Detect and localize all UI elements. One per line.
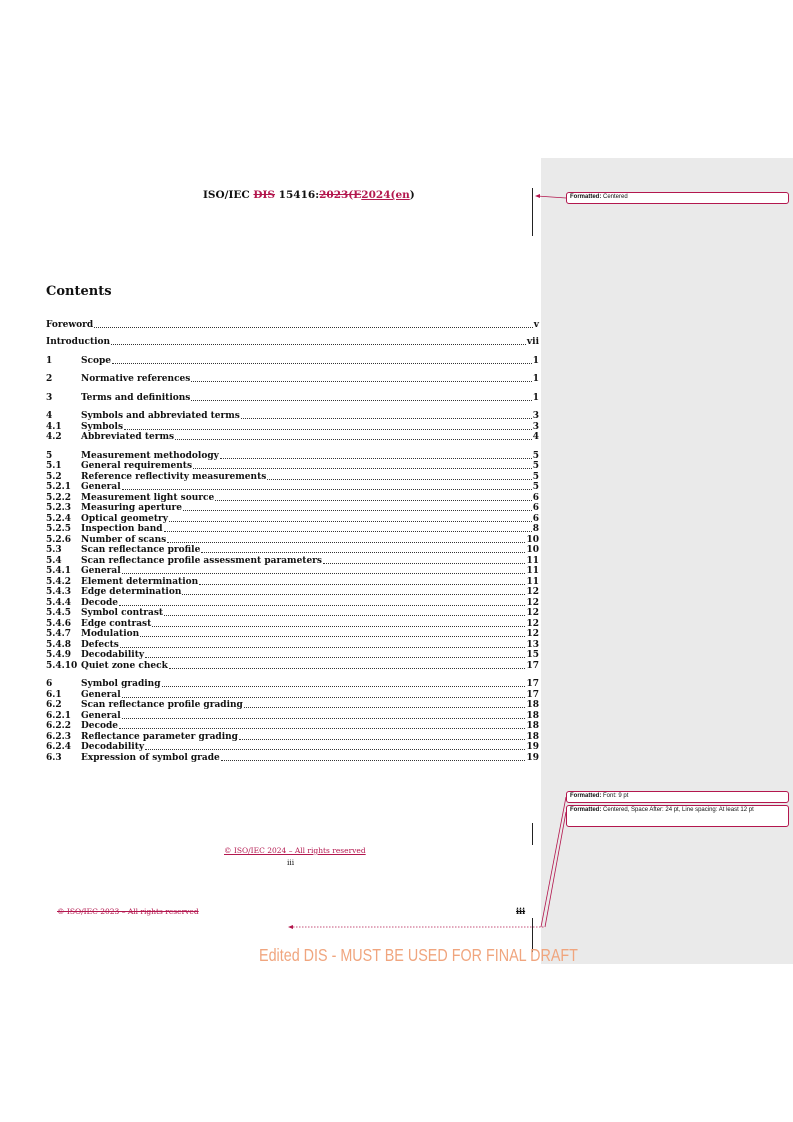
toc-entry-number: 5.4.1: [46, 566, 72, 576]
toc-entry-page: 11: [526, 576, 539, 587]
toc-entry-page: 18: [526, 700, 539, 710]
toc-entry-page: 1: [532, 374, 539, 384]
toc-entry-page: 18: [526, 710, 539, 721]
toc-entry-number: 5.2.2: [46, 492, 72, 503]
toc-entry-number: 5.2.6: [46, 534, 72, 545]
toc-entry-page: 3: [532, 421, 539, 432]
toc-entry-number: 4: [46, 411, 53, 421]
toc-entry-title: Symbol contrast: [81, 608, 164, 618]
comment-text: Centered, Space After: 24 pt, Line spacing: At least 12 pt: [601, 807, 754, 813]
toc-entry-number: 5.4: [46, 555, 62, 566]
toc-entry-page: vii: [526, 337, 539, 347]
toc-entry-title: Decodability: [81, 742, 145, 752]
toc-entry-title: Normative references: [81, 374, 191, 384]
toc-entry-number: 5.4.7: [46, 629, 72, 639]
toc-entry-title: General: [81, 689, 121, 700]
footer-copyright-deleted: © ISO/IEC 2023 – All rights reserved: [57, 907, 199, 916]
toc-entry-number: 1: [46, 355, 53, 366]
toc-entry-page: 12: [526, 629, 539, 639]
toc-entry-page: 19: [526, 752, 539, 763]
toc-entry-page: 17: [526, 660, 539, 671]
toc-entry-number: Foreword: [46, 320, 94, 330]
footer-page-number: iii: [287, 858, 295, 867]
toc-entry-page: 5: [532, 450, 539, 461]
toc-entry-number: 5.2.1: [46, 482, 72, 492]
toc-entry-number: Introduction: [46, 337, 111, 347]
toc-entry-number: 5.3: [46, 545, 62, 555]
header-prefix: ISO/IEC: [203, 189, 254, 201]
toc-entry-title: Abbreviated terms: [81, 432, 175, 442]
toc-entry-title: Inspection band: [81, 524, 163, 534]
toc-entry-page: 12: [526, 618, 539, 629]
toc-entry-title: Edge contrast: [81, 618, 152, 629]
toc-entry-number: 5.4.8: [46, 639, 72, 650]
toc-entry-page: 4: [532, 432, 539, 442]
connector-line: [537, 196, 566, 198]
toc-entry-page: 3: [532, 411, 539, 421]
toc-entry-number: 6.2.3: [46, 731, 72, 742]
toc-entry-page: 12: [526, 587, 539, 597]
connector-arrow: [535, 194, 540, 198]
toc-entry-title: Symbols and abbreviated terms: [81, 411, 240, 421]
comment-text: Centered: [601, 194, 628, 200]
toc-entry-number: 6.2: [46, 700, 62, 710]
toc-entry-title: General requirements: [81, 461, 193, 471]
toc-entry-page: 11: [526, 555, 539, 566]
toc-entry-number: 5.4.6: [46, 618, 72, 629]
connector-arrow: [288, 925, 293, 929]
toc-entry-page: 6: [532, 513, 539, 524]
toc-entry-page: 5: [532, 482, 539, 492]
toc-entry-number: 4.2: [46, 432, 62, 442]
toc-entry-title: Modulation: [81, 629, 140, 639]
toc-entry-number: 5.2.3: [46, 503, 72, 513]
toc-entry-number: 5.2.5: [46, 524, 72, 534]
toc-entry-title: Decode: [81, 721, 119, 731]
toc-entry-title: Optical geometry: [81, 513, 168, 524]
toc-entry-page: 17: [526, 679, 539, 689]
toc-entry-number: 5.4.4: [46, 597, 72, 608]
toc-entry-number: 4.1: [46, 421, 62, 432]
header-close: ): [409, 189, 415, 201]
connector-line: [541, 797, 566, 927]
toc-entry-page: 11: [526, 566, 539, 576]
toc-entry-page: 12: [526, 608, 539, 618]
toc-entry-page: 10: [526, 545, 539, 555]
toc-entry-title: Edge determination: [81, 587, 182, 597]
toc-entry-number: 6.2.2: [46, 721, 72, 731]
toc-entry-title: General: [81, 710, 121, 721]
connector-line: [545, 812, 566, 927]
toc-entry-page: 6: [532, 492, 539, 503]
toc-entry-page: 15: [526, 650, 539, 660]
footer-copyright-inserted: © ISO/IEC 2024 – All rights reserved: [224, 846, 366, 855]
toc-entry-number: 5.4.2: [46, 576, 72, 587]
toc-entry-number: 3: [46, 392, 53, 403]
toc-entry-title: Measurement light source: [81, 492, 215, 503]
comment-text: Font: 9 pt: [601, 793, 629, 799]
toc-entry-title: Scan reflectance profile: [81, 545, 201, 555]
footer-page-number-deleted: iii: [516, 906, 526, 916]
toc-entry-title: Reflectance parameter grading: [81, 731, 238, 742]
toc-entry-number: 5.2: [46, 471, 62, 482]
toc-entry-number: 6: [46, 679, 53, 689]
toc-entry-number: 6.1: [46, 689, 62, 700]
toc-entry-title: Element determination: [81, 576, 199, 587]
toc-entry-number: 5.2.4: [46, 513, 72, 524]
toc-entry-page: 1: [532, 355, 539, 366]
toc-entry-title: Decode: [81, 597, 119, 608]
toc-entry-number: 2: [46, 374, 53, 384]
header-number: 15416:: [275, 189, 320, 201]
toc-entry-page: 5: [532, 461, 539, 471]
toc-entry-title: Decodability: [81, 650, 145, 660]
toc-entry-page: 19: [526, 742, 539, 752]
toc-entry-title: Expression of symbol grade: [81, 752, 220, 763]
header-inserted-year: 2024(en: [361, 189, 410, 201]
toc-entry-page: 12: [526, 597, 539, 608]
toc-entry-number: 6.2.4: [46, 742, 72, 752]
toc-entry-number: 5.4.5: [46, 608, 72, 618]
toc-entry-number: 6.3: [46, 752, 62, 763]
toc-entry-title: Reference reflectivity measurements: [81, 471, 267, 482]
toc-entry-title: General: [81, 566, 121, 576]
header-deleted-dis: DIS: [253, 189, 276, 201]
toc-entry-number: 5.4.10: [46, 660, 78, 671]
toc-entry-title: General: [81, 482, 121, 492]
toc-entry-page: 18: [526, 731, 539, 742]
toc-entry-page: 17: [526, 689, 539, 700]
toc-entry-page: v: [533, 320, 539, 330]
comment-label: Formatted:: [570, 807, 602, 813]
toc-entry-page: 6: [532, 503, 539, 513]
toc-entry-title: Defects: [81, 639, 119, 650]
toc-entry-number: 5: [46, 450, 53, 461]
toc-entry-page: 13: [526, 639, 539, 650]
toc-entry-page: 18: [526, 721, 539, 731]
contents-title: Contents: [46, 284, 112, 299]
toc-entry-title: Number of scans: [81, 534, 167, 545]
toc-entry-page: 5: [532, 471, 539, 482]
toc-entry-page: 1: [532, 392, 539, 403]
comment-label: Formatted:: [570, 793, 602, 799]
toc-entry-title: Scope: [81, 355, 112, 366]
toc-entry-title: Scan reflectance profile grading: [81, 700, 243, 710]
toc-entry-number: 5.1: [46, 461, 62, 471]
toc-entry-number: 5.4.3: [46, 587, 72, 597]
toc-entry-title: Terms and definitions: [81, 392, 191, 403]
toc-entry-title: Scan reflectance profile assessment parameters: [81, 555, 322, 566]
toc-entry-title: Symbol grading: [81, 679, 161, 689]
watermark: Edited DIS - MUST BE USED FOR FINAL DRAFT: [259, 945, 578, 965]
toc-entry-title: Quiet zone check: [81, 660, 168, 671]
toc-entry-title: Measurement methodology: [81, 450, 219, 461]
toc-entry-title: Symbols: [81, 421, 124, 432]
toc-entry-number: 5.4.9: [46, 650, 72, 660]
toc-entry-page: 10: [526, 534, 539, 545]
comment-label: Formatted:: [570, 194, 602, 200]
toc-entry-title: Measuring aperture: [81, 503, 183, 513]
header-deleted-year: 2023(E: [319, 189, 362, 201]
toc-entry-page: 8: [532, 524, 539, 534]
toc-entry-number: 6.2.1: [46, 710, 72, 721]
